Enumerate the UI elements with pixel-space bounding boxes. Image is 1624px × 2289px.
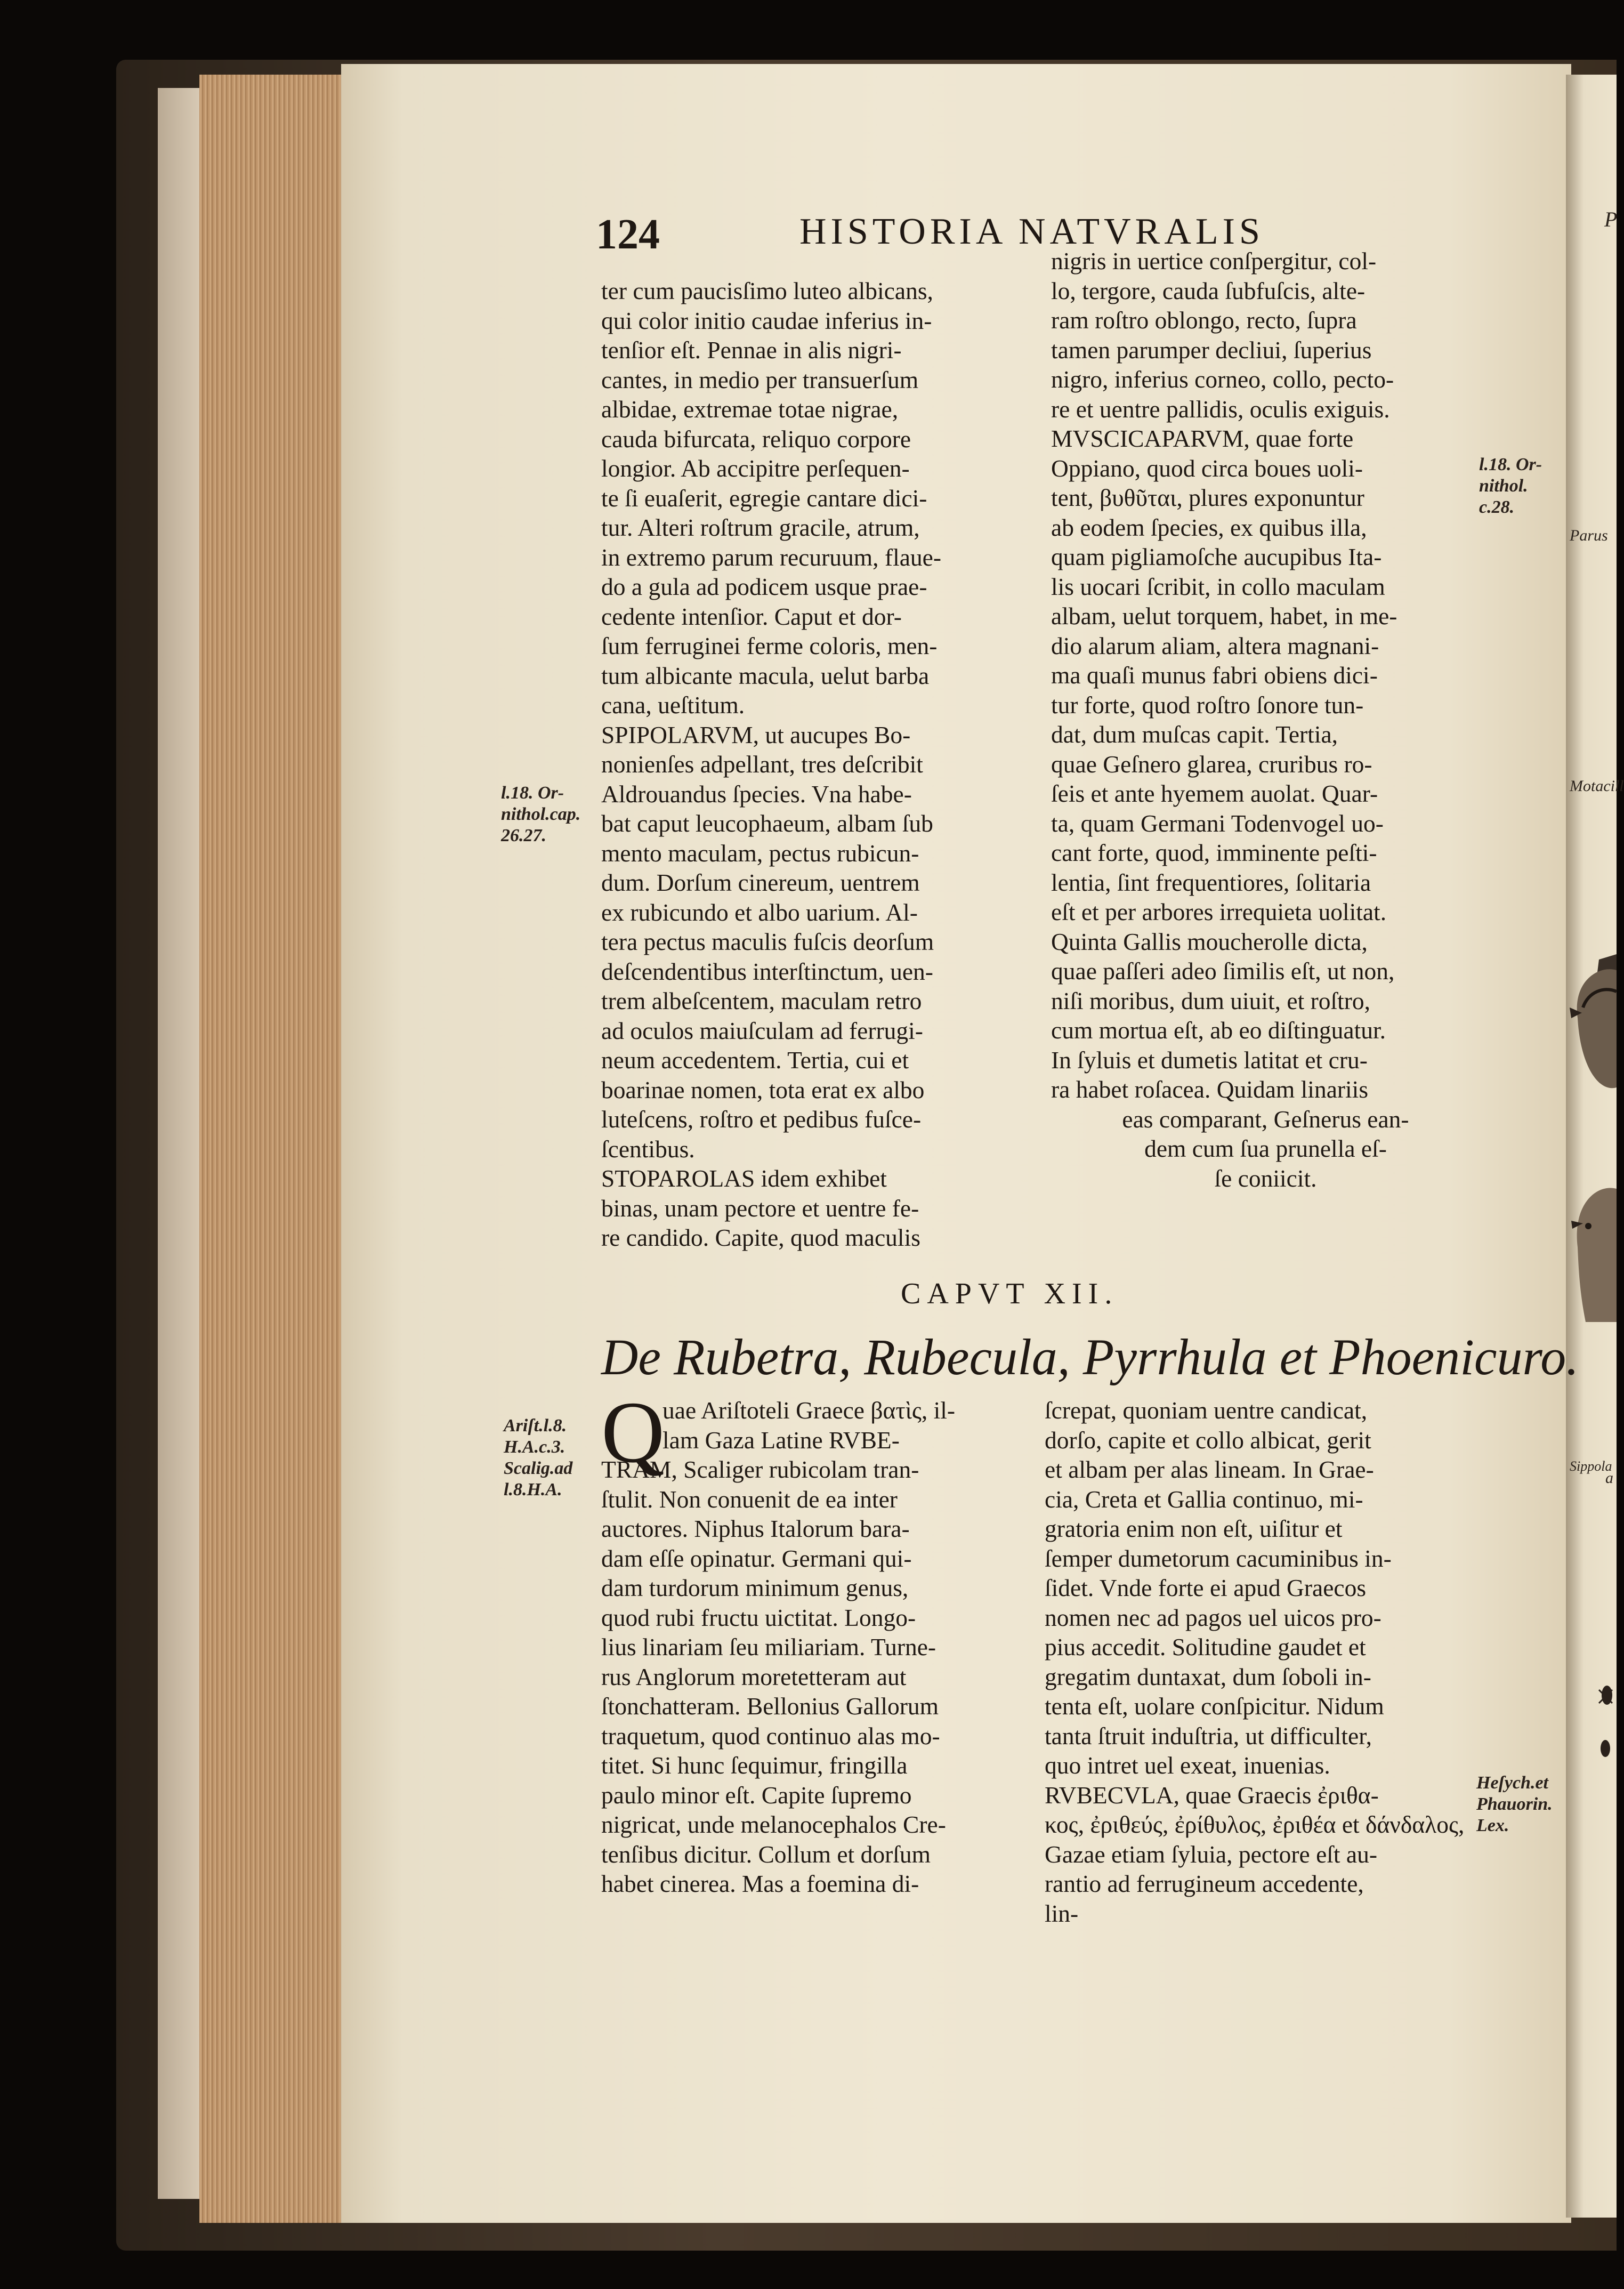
text-line: STOPAROLAS idem exhibet [601, 1165, 887, 1192]
margin-note-line: Lex. [1476, 1816, 1509, 1835]
text-line: rus Anglorum moretetteram aut [601, 1663, 907, 1690]
text-line: auctores. Niphus Italorum bara- [601, 1515, 910, 1542]
text-line: tum albicante macula, uelut barba [601, 662, 930, 689]
margin-note-line: 26.27. [501, 826, 546, 845]
text-line: nonienſes adpellant, tres deſcribit [601, 751, 923, 778]
text-line: SPIPOLARVM, ut aucupes Bo- [601, 721, 911, 748]
chapter-heading: CAPVT XII. [901, 1277, 1119, 1310]
text-line: Gazae etiam ſyluia, pectore eſt au- [1045, 1840, 1378, 1868]
margin-note-line: Scalig.ad [504, 1458, 573, 1478]
text-line: quae Geſnero glarea, cruribus ro- [1051, 750, 1372, 778]
text-line: lam Gaza Latine RVBE- [662, 1426, 900, 1454]
text-line: qui color initio caudae inferius in- [601, 307, 932, 334]
text-line: Oppiano, quod circa boues uoli- [1051, 454, 1363, 482]
text-line: traquetum, quod continuo alas mo- [601, 1722, 940, 1750]
text-line: rantio ad ferrugineum accedente, [1045, 1870, 1364, 1897]
text-line: nigricat, unde melanocephalos Cre- [601, 1811, 946, 1838]
text-line: re et uentre pallidis, oculis exiguis. [1051, 395, 1390, 423]
text-line: tur forte, quod roſtro ſonore tun- [1051, 691, 1364, 719]
text-line: uae Ariſtoteli Graece βατὶς, il- [662, 1397, 956, 1424]
text-line: dat, dum muſcas capit. Tertia, [1051, 721, 1338, 748]
text-line: MVSCICAPARVM, quae forte [1051, 425, 1354, 452]
text-line: deſcendentibus interſtinctum, uen- [601, 957, 933, 985]
text-line: lentia, ſint frequentiores, ſolitaria [1051, 868, 1371, 896]
bird-engraving-top [1567, 949, 1617, 1322]
text-line: nomen nec ad pagos uel uicos pro- [1045, 1603, 1381, 1631]
text-line: ſcentibus. [601, 1135, 695, 1163]
text-line: tent, βυθῦται, plures exponuntur [1051, 484, 1364, 511]
text-line: gregatim duntaxat, dum ſoboli in- [1045, 1663, 1371, 1690]
text-line: re candido. Capite, quod maculis [601, 1224, 920, 1251]
margin-note-line: l.8.H.A. [504, 1480, 562, 1500]
text-line: Quinta Gallis moucherolle dicta, [1051, 928, 1368, 955]
text-line: ſum ferruginei ferme coloris, men- [601, 632, 938, 659]
text-line: eſt et per arbores irrequieta uolitat. [1051, 898, 1387, 925]
text-line: ad oculos maiuſculam ad ferrugi- [601, 1017, 923, 1044]
text-line: cantes, in medio per transuerſum [601, 366, 919, 393]
text-line: dum. Dorſum cinereum, uentrem [601, 869, 920, 896]
text-line: lo, tergore, cauda ſubfuſcis, alte- [1051, 277, 1366, 304]
text-line: luteſcens, roſtro et pedibus fuſce- [601, 1106, 922, 1133]
text-line: titet. Si hunc ſequimur, fringilla [601, 1752, 908, 1779]
next-page-fragment-2: Parus [1570, 527, 1608, 544]
column-right-top [1051, 246, 1480, 1193]
text-line: tenſior eſt. Pennae in alis nigri- [601, 336, 902, 364]
text-line: albam, uelut torquem, habet, in me- [1051, 602, 1397, 630]
margin-note-line: l.18. Or- [501, 783, 564, 803]
text-line: quod rubi fructu uictitat. Longo- [601, 1603, 916, 1631]
margin-note-line: Ariſt.l.8. [504, 1416, 567, 1436]
text-line: Aldrouandus ſpecies. Vna habe- [601, 780, 912, 808]
column-right-bottom [1045, 1396, 1482, 1928]
text-line: binas, unam pectore et uentre fe- [601, 1194, 919, 1222]
text-line: cant forte, quod, imminente peſti- [1051, 839, 1377, 866]
text-line: TRAM, Scaliger rubicolam tran- [601, 1456, 919, 1483]
text-line: quo intret uel exeat, inuenias. [1045, 1752, 1330, 1779]
text-line: trem albeſcentem, maculam retro [601, 987, 922, 1014]
column-left-bottom [601, 1396, 1033, 1899]
text-line: te ſi euaſerit, egregie cantare dici- [601, 484, 927, 512]
text-line: in extremo parum recuruum, flaue- [601, 543, 941, 571]
text-line: paulo minor eſt. Capite ſupremo [601, 1781, 912, 1809]
cover-band [158, 88, 200, 2199]
text-line: lis uocari ſcribit, in collo maculam [1051, 573, 1385, 600]
text-line: ra habet roſacea. Quidam linariis [1051, 1076, 1369, 1103]
text-line: albidae, extremae totae nigrae, [601, 396, 899, 423]
text-line: dam turdorum minimum genus, [601, 1574, 909, 1601]
text-line: tera pectus maculis fuſcis deorſum [601, 928, 934, 955]
text-line: ſeis et ante hyemem auolat. Quar- [1051, 780, 1378, 807]
text-line: ſe coniicit. [1214, 1164, 1317, 1192]
next-page-fragment-1: P [1604, 207, 1618, 231]
text-line: dorſo, capite et collo albicat, gerit [1045, 1426, 1371, 1454]
text-line: bat caput leucophaeum, albam ſub [601, 810, 933, 837]
text-line: ſtulit. Non conuenit de ea inter [601, 1485, 898, 1513]
running-title: HISTORIA NATVRALIS [799, 211, 1264, 252]
margin-note-line: H.A.c.3. [504, 1437, 565, 1457]
text-line: pius accedit. Solitudine gaudet et [1045, 1633, 1366, 1661]
text-line: tanta ſtruit induſtria, ut difficulter, [1045, 1722, 1372, 1750]
text-line: nigro, inferius corneo, collo, pecto- [1051, 366, 1394, 393]
text-line: quam pigliamoſche aucupibus Ita- [1051, 543, 1382, 570]
text-line: tenta eſt, uolare conſpicitur. Nidum [1045, 1692, 1384, 1720]
text-line: lius linariam ſeu miliariam. Turne- [601, 1633, 936, 1661]
text-line: ex rubicundo et albo uarium. Al- [601, 898, 918, 926]
page-number: 124 [596, 211, 660, 258]
margin-note-line: l.18. Or- [1479, 455, 1542, 474]
text-line: ſemper dumetorum cacuminibus in- [1045, 1544, 1392, 1572]
text-line: quae paſſeri adeo ſimilis eſt, ut non, [1051, 957, 1395, 985]
margin-note-ornithol [1479, 454, 1542, 518]
text-line: ta, quam Germani Todenvogel uo- [1051, 809, 1384, 837]
text-line: In ſyluis et dumetis latitat et cru- [1051, 1046, 1368, 1074]
chapter-title: De Rubetra, Rubecula, Pyrrhula et Phoenicuro. [601, 1328, 1579, 1385]
next-page-fragment-5: a [1605, 1469, 1613, 1487]
text-line: eas comparant, Geſnerus ean- [1122, 1105, 1409, 1133]
text-line: cana, ueſtitum. [601, 691, 745, 719]
next-page-fragment-4: Sippola [1570, 1458, 1612, 1474]
text-line: neum accedentem. Tertia, cui et [601, 1046, 909, 1074]
margin-note-line: Phauorin. [1476, 1794, 1553, 1814]
column-left-top [601, 276, 1033, 1253]
text-line: dio alarum aliam, altera magnani- [1051, 632, 1379, 659]
text-line: nigris in uertice conſpergitur, col- [1051, 247, 1377, 275]
text-line: ter cum paucisſimo luteo albicans, [601, 277, 933, 304]
text-line: ſcrepat, quoniam uentre candicat, [1045, 1397, 1368, 1424]
next-page-fragment-3: Motacill [1570, 777, 1624, 795]
text-line: longior. Ab accipitre perſequen- [601, 455, 910, 482]
page-edges [199, 75, 342, 2223]
text-line: et albam per alas lineam. In Grae- [1045, 1456, 1374, 1483]
insect-engraving [1594, 1679, 1617, 1764]
text-line: ſidet. Vnde forte ei apud Graecos [1045, 1574, 1367, 1601]
margin-note-aristotle [504, 1415, 572, 1501]
text-line: do a gula ad podicem usque prae- [601, 573, 927, 600]
margin-note-line: nithol.cap. [501, 804, 581, 824]
text-line: boarinae nomen, tota erat ex albo [601, 1076, 925, 1103]
text-line: mento maculam, pectus rubicun- [601, 839, 919, 867]
text-line: cia, Creta et Gallia continuo, mi- [1045, 1485, 1363, 1513]
margin-note-line: nithol. [1479, 476, 1528, 496]
margin-note-line: c.28. [1479, 497, 1515, 517]
text-line: ab eodem ſpecies, ex quibus illa, [1051, 513, 1367, 541]
text-line: habet cinerea. Mas a foemina di- [601, 1870, 919, 1897]
text-line: κος, ἐριθεύς, ἐρίθυλος, ἐριθέα et δάνδαλος, [1045, 1811, 1465, 1838]
text-line: tamen parumper decliui, ſuperius [1051, 336, 1372, 364]
text-line: dam eſſe opinatur. Germani qui- [601, 1544, 912, 1572]
text-line: cauda bifurcata, reliquo corpore [601, 425, 911, 453]
text-line: tur. Alteri roſtrum gracile, atrum, [601, 514, 920, 541]
text-line: lin- [1045, 1899, 1079, 1927]
text-line: gratoria enim non eſt, uiſitur et [1045, 1515, 1343, 1542]
text-line: RVBECVLA, quae Graecis ἐριθα- [1045, 1781, 1379, 1809]
text-line: ram roſtro oblongo, recto, ſupra [1051, 307, 1357, 334]
text-line: cum mortua eſt, ab eo diſtinguatur. [1051, 1017, 1386, 1044]
margin-note-aldrovandus [501, 783, 580, 847]
drop-initial: Q [601, 1383, 665, 1481]
text-line: cedente intenſior. Caput et dor- [601, 602, 902, 630]
text-line: ſtonchatteram. Bellonius Gallorum [601, 1692, 939, 1720]
margin-note-hesychius [1476, 1772, 1553, 1836]
text-line: niſi moribus, dum uiuit, et roſtro, [1051, 987, 1371, 1014]
text-line: tenſibus dicitur. Collum et dorſum [601, 1840, 931, 1868]
text-line: dem cum ſua prunella eſ- [1144, 1135, 1387, 1162]
text-line: ma quaſi munus fabri obiens dici- [1051, 662, 1378, 689]
margin-note-line: Heſych.et [1476, 1773, 1548, 1793]
